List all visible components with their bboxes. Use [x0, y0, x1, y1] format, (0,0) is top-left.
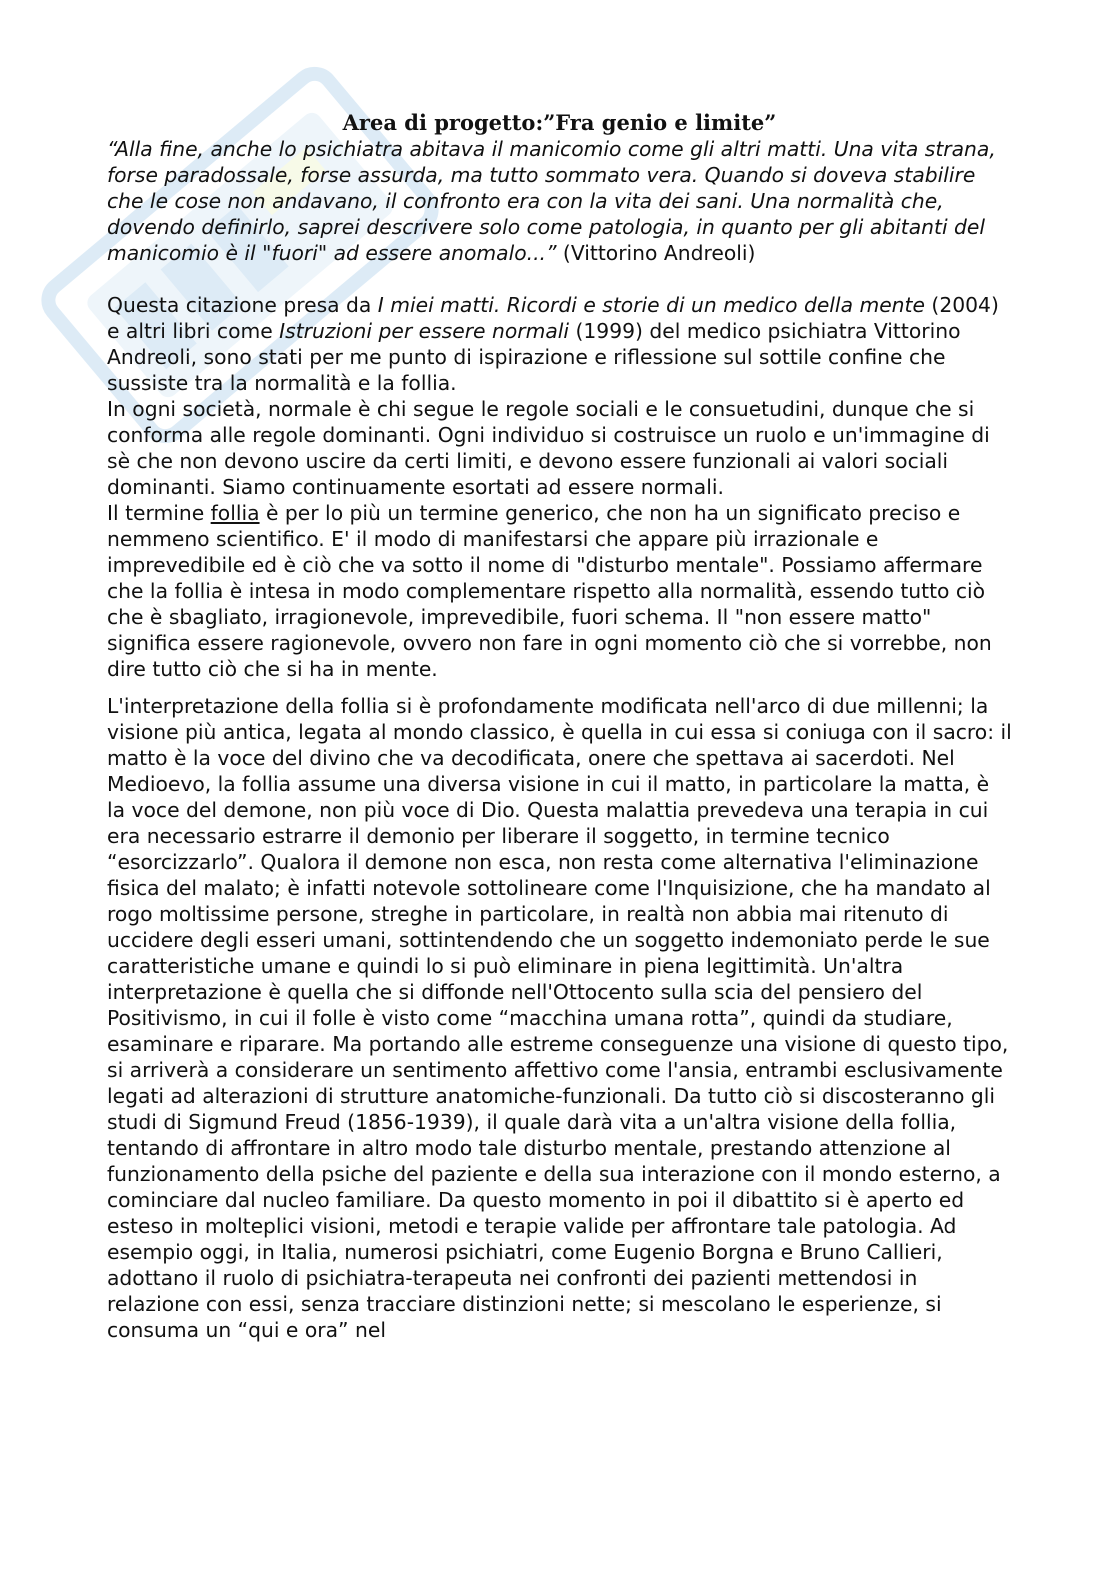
document-body: [107, 110, 1012, 1343]
book-title-istruzioni: Istruzioni per essere normali: [279, 319, 570, 343]
paragraph-citation-part-c: (2004) e altri libri come: [107, 293, 999, 343]
paragraph-citation-part-e: (1999) del medico psichiatra Vittorino Andreoli, sono stati per me punto di ispirazione e riflessione sul sottile confine che sussiste tra la normalità e la follia.: [107, 319, 961, 395]
paragraph-follia-part-c: è per lo più un termine generico, che non ha un significato preciso e nemmeno scientifico. E' il modo di manifestarsi che appare più irrazionale e imprevedibile ed è ciò che va sotto il nome di "disturbo mentale". Possiamo affermare che la follia è intesa in modo complementare rispetto alla normalità, essendo tutto ciò che è sbagliato, irragionevole, imprevedibile, fuori schema. Il "non essere matto" significa essere ragionevole, ovvero non fare in ogni momento ciò che si vorrebbe, non dire tutto ciò che si ha in mente.: [107, 501, 992, 681]
underlined-term-follia: follia: [210, 501, 260, 525]
document-title: Area di progetto:”Fra genio e limite”: [342, 110, 777, 135]
quote-text: “Alla fine, anche lo psichiatra abitava il manicomio come gli altri matti. Una vita strana, forse paradossale, forse assurda, ma tutto sommato vera. Quando si doveva stabilire che le cose non andavano, il confronto era con la vita dei sani. Una normalità che, dovendo definirlo, saprei descrivere solo come patologia, in quanto per gli abitanti del manicomio è il "fuori" ad essere anomalo...”: [107, 137, 996, 265]
paragraph-normality: In ogni società, normale è chi segue le regole sociali e le consuetudini, dunque che si conforma alle regole dominanti. Ogni individuo si costruisce un ruolo e un'immagine di sè che non devono uscire da certi limiti, e devono essere funzionali ai valori sociali dominanti. Siamo continuamente esortati ad essere normali.: [107, 397, 990, 499]
book-title-miei-matti: I miei matti. Ricordi e storie di un medico della mente: [377, 293, 925, 317]
paragraph-follia-part-a: Il termine: [107, 501, 211, 525]
paragraph-citation-part-a: Questa citazione presa da: [107, 293, 378, 317]
paragraph-history: L'interpretazione della follia si è profondamente modificata nell'arco di due millenni; la visione più antica, legata al mondo classico, è quella in cui essa si coniuga con il sacro: il matto è la voce del divino che va decodificata, onere che spettava ai sacerdoti. Nel Medioevo, la follia assume una diversa visione in cui il matto, in particolare la matta, è la voce del demone, non più voce di Dio. Questa malattia prevedeva una terapia in cui era necessario estrarre il demonio per liberare il soggetto, in termine tecnico “esorcizzarlo”. Qualora il demone non esca, non resta come alternativa l'eliminazione fisica del malato; è infatti notevole sottolineare come l'Inquisizione, che ha mandato al rogo moltissime persone, streghe in particolare, in realtà non abbia mai ritenuto di uccidere degli esseri umani, sottintendendo che un soggetto indemoniato perde le sue caratteristiche umane e quindi lo si può eliminare in piena legittimità. Un'altra interpretazione è quella che si diffonde nell'Ottocento sulla scia del pensiero del Positivismo, in cui il folle è visto come “macchina umana rotta”, quindi da studiare, esaminare e riparare. Ma portando alle estreme conseguenze una visione di questo tipo, si arriverà a considerare un sentimento affettivo come l'ansia, entrambi esclusivamente legati ad alterazioni di strutture anatomiche-funzionali. Da tutto ciò si discosteranno gli studi di Sigmund Freud (1856-1939), il quale darà vita a un'altra visione della follia, tentando di affrontare in altro modo tale disturbo mentale, prestando attenzione al funzionamento della psiche del paziente e della sua interazione con il mondo esterno, a cominciare dal nucleo familiare. Da questo momento in poi il dibattito si è aperto ed esteso in molteplici visioni, metodi e terapie valide per affrontare tale patologia. Ad esempio oggi, in Italia, numerosi psichiatri, come Eugenio Borgna e Bruno Callieri, adottano il ruolo di psichiatra-terapeuta nei confronti dei pazienti mettendosi in relazione con essi, senza tracciare distinzioni nette; si mescolano le esperienze, si consuma un “qui e ora” nel: [107, 694, 1012, 1342]
paragraph-citation: [107, 292, 1012, 396]
opening-quote: [107, 136, 1012, 266]
paragraph-follia-definition: [107, 500, 1012, 682]
quote-attribution: (Vittorino Andreoli): [556, 241, 756, 265]
